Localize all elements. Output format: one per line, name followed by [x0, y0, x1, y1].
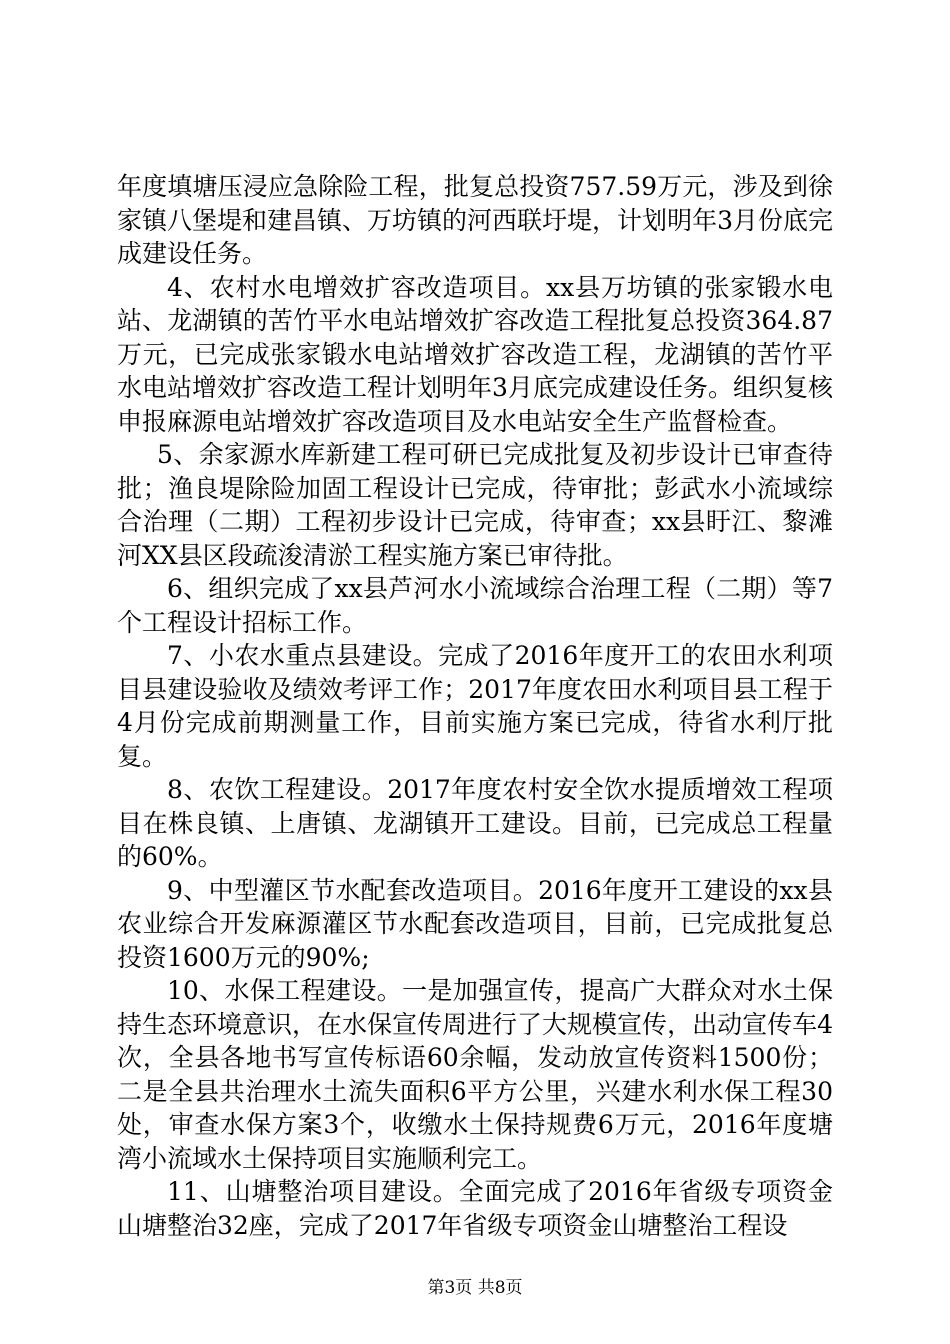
paragraph-continuation: 年度填塘压浸应急除险工程，批复总投资757.59万元，涉及到徐家镇八堡堤和建昌镇、万坊镇的河西联圩堤，计划明年3月份底完成建设任务。	[117, 172, 833, 268]
paragraph-item-11: 11、山塘整治项目建设。全面完成了2016年省级专项资金山塘整治32座，完成了2017年省级专项资金山塘整治工程设	[117, 1177, 833, 1240]
paragraph-item-8: 8、农饮工程建设。2017年度农村安全饮水提质增效工程项目在株良镇、上唐镇、龙湖镇开工建设。目前，已完成总工程量的60%。	[117, 775, 833, 871]
page-number-footer: 第3页 共8页	[427, 1278, 523, 1298]
paragraph-item-10: 10、水保工程建设。一是加强宣传，提高广大群众对水土保持生态环境意识，在水保宣传周进行了大规模宣传，出动宣传车4次，全县各地书写宣传标语60余幅，发动放宣传资料1500份；二是全县共治理水土流失面积6平方公里，兴建水利水保工程30处，审查水保方案3个，收缴水土保持规费6万元，2016年度塘湾小流域水土保持项目实施顺利完工。	[117, 976, 833, 1173]
paragraph-item-4: 4、农村水电增效扩容改造项目。xx县万坊镇的张家锻水电站、龙湖镇的苦竹平水电站增效扩容改造工程批复总投资364.87万元，已完成张家锻水电站增效扩容改造工程，龙湖镇的苦竹平水电站增效扩容改造工程计划明年3月底完成建设任务。组织复核申报麻源电站增效扩容改造项目及水电站安全生产监督检查。	[117, 272, 833, 436]
document-body	[117, 170, 833, 1242]
paragraph-item-6: 6、组织完成了xx县芦河水小流域综合治理工程（二期）等7个工程设计招标工作。	[117, 574, 833, 637]
paragraph-item-7: 7、小农水重点县建设。完成了2016年度开工的农田水利项目县建设验收及绩效考评工作；2017年度农田水利项目县工程于4月份完成前期测量工作，目前实施方案已完成，待省水利厅批复。	[117, 641, 833, 771]
paragraph-item-9: 9、中型灌区节水配套改造项目。2016年度开工建设的xx县农业综合开发麻源灌区节水配套改造项目，目前，已完成批复总投资1600万元的90%;	[117, 875, 833, 972]
paragraph-item-5: 5、余家源水库新建工程可研已完成批复及初步设计已审查待批；渔良堤除险加固工程设计已完成，待审批；彭武水小流域综合治理（二期）工程初步设计已完成，待审查；xx县盱江、黎滩河XX县区段疏浚清淤工程实施方案已审待批。	[117, 440, 833, 570]
